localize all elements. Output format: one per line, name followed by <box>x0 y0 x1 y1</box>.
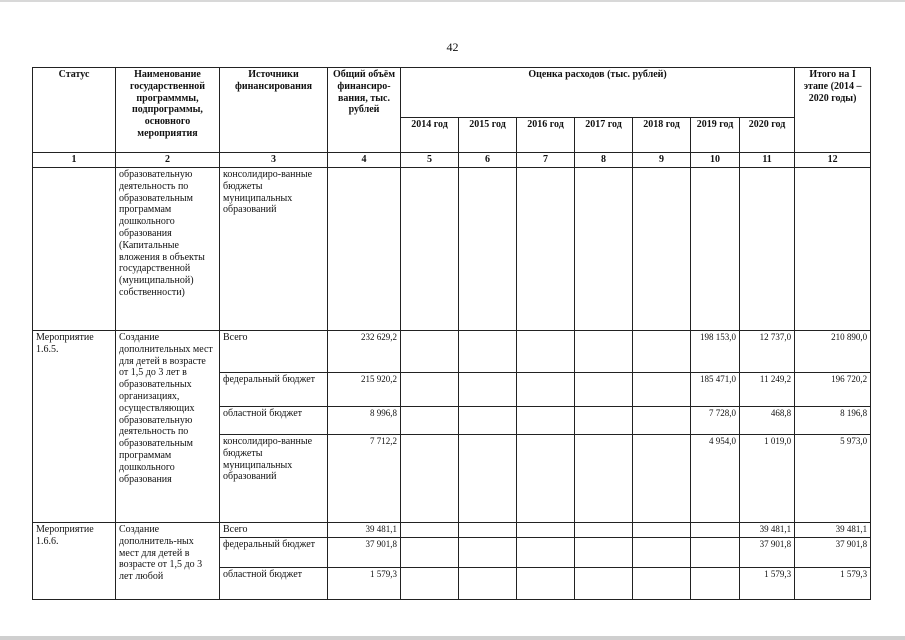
table-row <box>33 523 871 538</box>
value-2020: 37 901,8 <box>740 537 795 567</box>
source-cell: консолидиро-ванные бюджеты муниципальных образований <box>220 168 328 331</box>
header-year: 2019 год <box>691 118 740 153</box>
header-year: 2017 год <box>575 118 633 153</box>
total-value: 39 481,1 <box>328 523 401 538</box>
stage-total-value: 37 901,8 <box>795 537 871 567</box>
column-number: 3 <box>220 153 328 168</box>
stage-total-value: 1 579,3 <box>795 567 871 599</box>
status-cell: Мероприятие 1.6.6. <box>33 523 116 600</box>
value-2019 <box>691 537 740 567</box>
total-value: 8 996,8 <box>328 407 401 435</box>
value-2019 <box>691 523 740 538</box>
status-cell: Мероприятие 1.6.5. <box>33 331 116 523</box>
table-row <box>33 331 871 373</box>
scan-top-edge <box>0 0 905 2</box>
stage-total-value: 8 196,8 <box>795 407 871 435</box>
source-cell: областной бюджет <box>220 407 328 435</box>
name-cell: Создание дополнительных мест для детей в возрасте от 1,5 до 3 лет в образовательных организациях, осуществляющих образовательную деятельность по образовательным программам дошкольного образования <box>116 331 220 523</box>
scan-bottom-edge <box>0 636 905 640</box>
column-number: 10 <box>691 153 740 168</box>
value-2020: 39 481,1 <box>740 523 795 538</box>
source-cell: Всего <box>220 331 328 373</box>
value-2020: 12 737,0 <box>740 331 795 373</box>
total-value: 7 712,2 <box>328 435 401 523</box>
total-value: 1 579,3 <box>328 567 401 599</box>
column-number-row <box>33 153 871 168</box>
column-number: 1 <box>33 153 116 168</box>
header-total: Общий объём финансиро-вания, тыс. рублей <box>328 68 401 153</box>
value-2019: 198 153,0 <box>691 331 740 373</box>
source-cell: федеральный бюджет <box>220 537 328 567</box>
header-year: 2018 год <box>633 118 691 153</box>
total-value: 232 629,2 <box>328 331 401 373</box>
value-2019: 185 471,0 <box>691 373 740 407</box>
column-number: 4 <box>328 153 401 168</box>
value-2019: 7 728,0 <box>691 407 740 435</box>
header-year: 2014 год <box>401 118 459 153</box>
value-2020: 468,8 <box>740 407 795 435</box>
header-year: 2015 год <box>459 118 517 153</box>
stage-total-value: 39 481,1 <box>795 523 871 538</box>
name-cell: Создание дополнитель-ных мест для детей в возрасте от 1,5 до 3 лет любой <box>116 523 220 600</box>
header-estimate: Оценка расходов (тыс. рублей) <box>401 68 795 118</box>
header-name: Наименование государственной программмы, подпрограммы, основного мероприятия <box>116 68 220 153</box>
total-value: 215 920,2 <box>328 373 401 407</box>
stage-total-value: 196 720,2 <box>795 373 871 407</box>
column-number: 2 <box>116 153 220 168</box>
column-number: 7 <box>517 153 575 168</box>
column-number: 11 <box>740 153 795 168</box>
header-sources: Источники финансирования <box>220 68 328 153</box>
column-number: 5 <box>401 153 459 168</box>
header-stage-total: Итого на I этапе (2014 – 2020 годы) <box>795 68 871 153</box>
header-year: 2020 год <box>740 118 795 153</box>
table-row <box>33 168 871 331</box>
stage-total-value: 210 890,0 <box>795 331 871 373</box>
total-value: 37 901,8 <box>328 537 401 567</box>
column-number: 12 <box>795 153 871 168</box>
source-cell: Всего <box>220 523 328 538</box>
value-2020: 1 579,3 <box>740 567 795 599</box>
value-2020: 11 249,2 <box>740 373 795 407</box>
status-cell <box>33 168 116 331</box>
value-2019 <box>691 567 740 599</box>
name-cell: образовательную деятельность по образовательным программам дошкольного образования (Капитальные вложения в объекты государственной (муниципальной) собственности) <box>116 168 220 331</box>
stage-total-value: 5 973,0 <box>795 435 871 523</box>
value-2020: 1 019,0 <box>740 435 795 523</box>
value-cell <box>328 168 401 331</box>
column-number: 9 <box>633 153 691 168</box>
budget-table <box>32 67 871 600</box>
value-2019: 4 954,0 <box>691 435 740 523</box>
header-status: Статус <box>33 68 116 153</box>
column-number: 6 <box>459 153 517 168</box>
page-number: 42 <box>446 40 459 54</box>
column-number: 8 <box>575 153 633 168</box>
source-cell: областной бюджет <box>220 567 328 599</box>
source-cell: консолидиро-ванные бюджеты муниципальных образований <box>220 435 328 523</box>
source-cell: федеральный бюджет <box>220 373 328 407</box>
header-year: 2016 год <box>517 118 575 153</box>
